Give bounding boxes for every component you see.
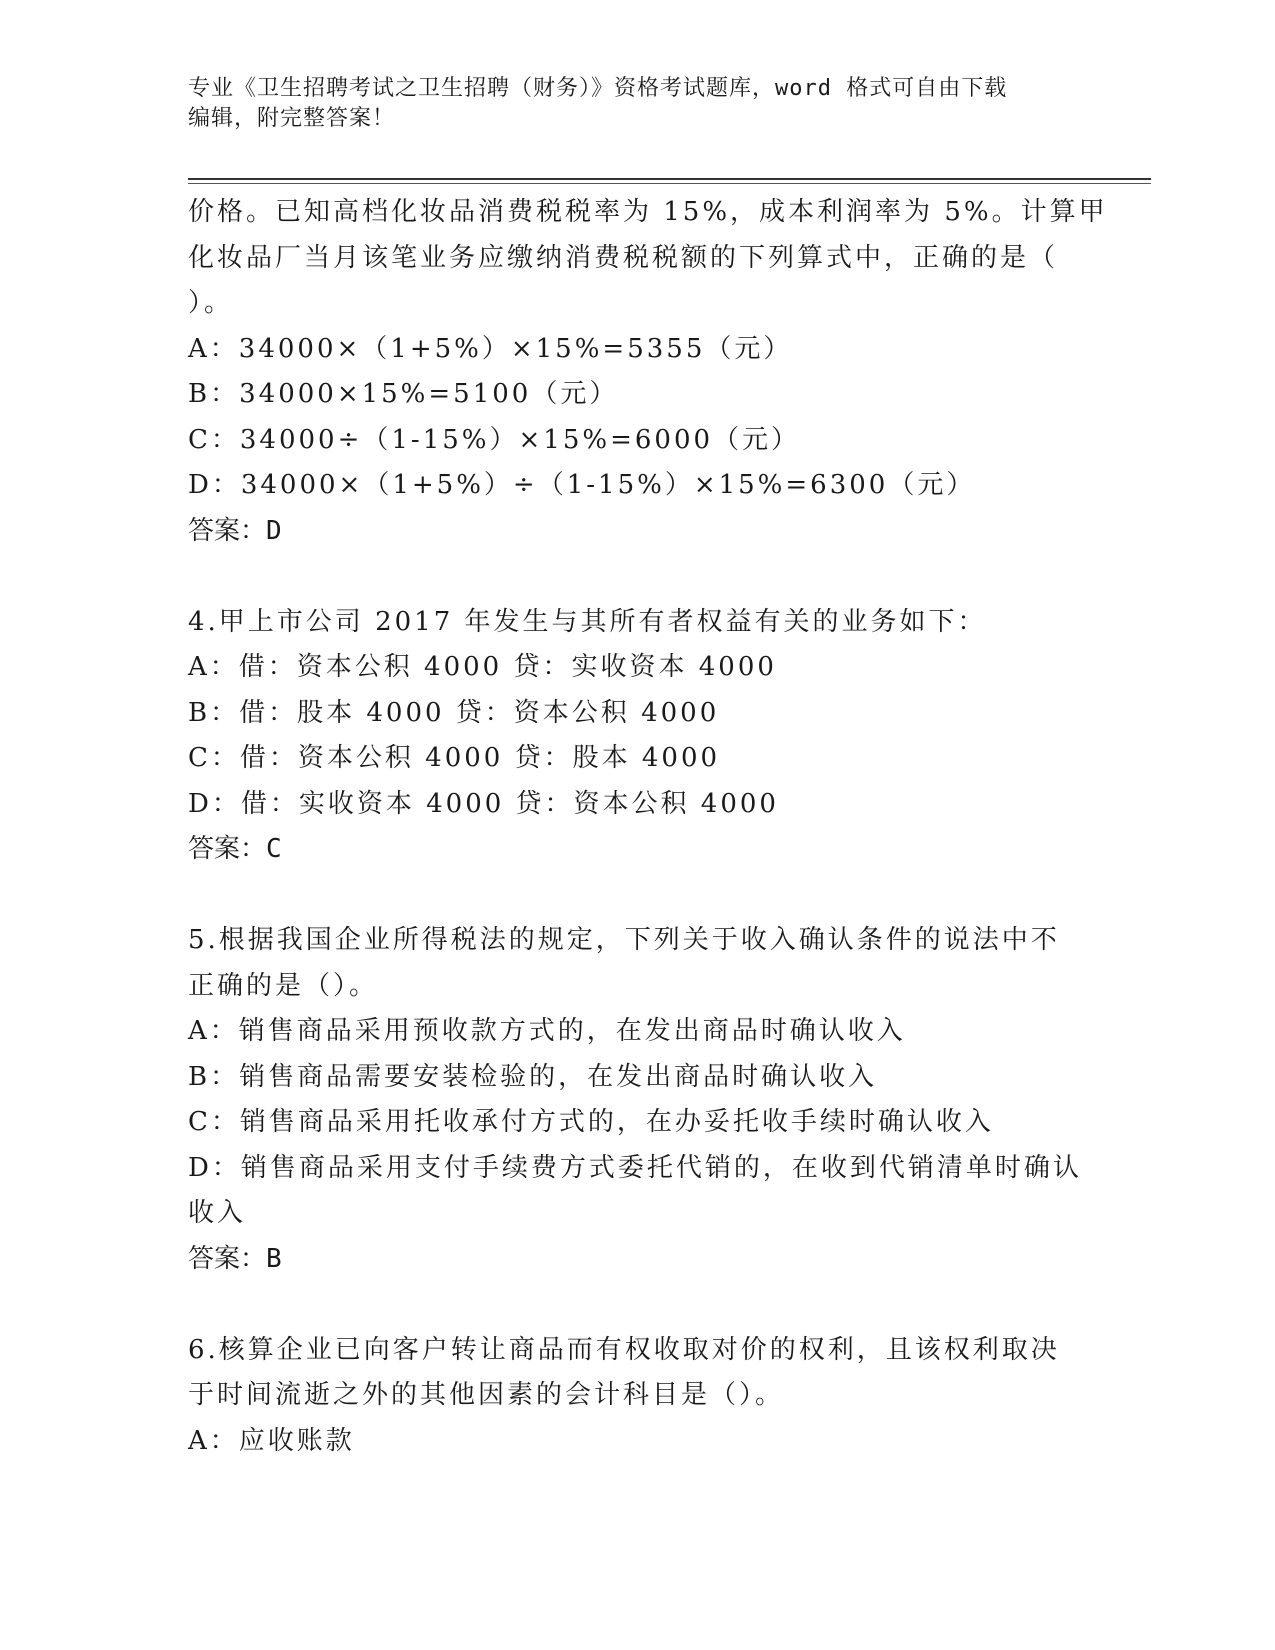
question-stem-line: ）。 (188, 288, 234, 318)
question-stem-line: 于时间流逝之外的其他因素的会计科目是（）。 (188, 1380, 785, 1410)
question-stem-line: 正确的是（）。 (188, 970, 379, 1001)
question-3 (188, 190, 1108, 554)
option-a: A：销售商品采用预收款方式的，在发出商品时确认收入 (188, 1016, 906, 1046)
spacer (188, 1282, 1068, 1328)
question-6 (188, 1328, 1068, 1465)
answer-label: 答案：B (188, 1243, 282, 1274)
option-a: A：应收账款 (188, 1425, 355, 1456)
document-body (188, 190, 1108, 1464)
header-divider-thick (188, 178, 1151, 180)
header-line-2: 编辑，附完整答案！ (188, 106, 396, 131)
option-c: C：借：资本公积 4000 贷：股本 4000 (188, 743, 721, 773)
question-stem-line: 6.核算企业已向客户转让商品而有权收取对价的权利，且该权利取决 (188, 1334, 1060, 1365)
option-d-continued: 收入 (188, 1198, 247, 1228)
option-c: C：销售商品采用托收承付方式的，在办妥托收手续时确认收入 (188, 1107, 994, 1137)
question-stem-line: 价格。已知高档化妆品消费税税率为 15%，成本利润率为 5%。计算甲 (188, 197, 1108, 227)
option-b: B：34000×15%=5100（元） (188, 379, 619, 409)
question-4 (188, 600, 1068, 873)
question-stem-line: 化妆品厂当月该笔业务应缴纳消费税税额的下列算式中，正确的是（ (188, 242, 1059, 273)
spacer (188, 873, 1068, 919)
answer-label: 答案：C (188, 834, 282, 864)
option-c: C：34000÷（1-15%）×15%=6000（元） (188, 424, 801, 455)
option-d: D：借：实收资本 4000 贷：资本公积 4000 (188, 788, 779, 819)
option-d: D：销售商品采用支付手续费方式委托代销的，在收到代销清单时确认 (188, 1152, 1082, 1183)
question-5 (188, 918, 1082, 1282)
answer-label: 答案：D (188, 515, 282, 546)
spacer (188, 554, 1068, 600)
question-stem-line: 4.甲上市公司 2017 年发生与其所有者权益有关的业务如下： (188, 606, 987, 637)
header-line-1: 专业《卫生招聘考试之卫生招聘（财务）》资格考试题库，word 格式可自由下载 (188, 76, 1008, 101)
option-b: B：销售商品需要安装检验的，在发出商品时确认收入 (188, 1061, 878, 1092)
document-header (188, 74, 1068, 134)
option-d: D：34000×（1+5%）÷（1-15%）×15%=6300（元） (188, 470, 976, 500)
header-divider-thin (188, 183, 1151, 184)
option-a: A：借：资本公积 4000 贷：实收资本 4000 (188, 652, 777, 682)
question-stem-line: 5.根据我国企业所得税法的规定，下列关于收入确认条件的说法中不 (188, 925, 1060, 955)
option-a: A：34000×（1+5%）×15%=5355（元） (188, 333, 793, 364)
option-b: B：借：股本 4000 贷：资本公积 4000 (188, 697, 720, 728)
